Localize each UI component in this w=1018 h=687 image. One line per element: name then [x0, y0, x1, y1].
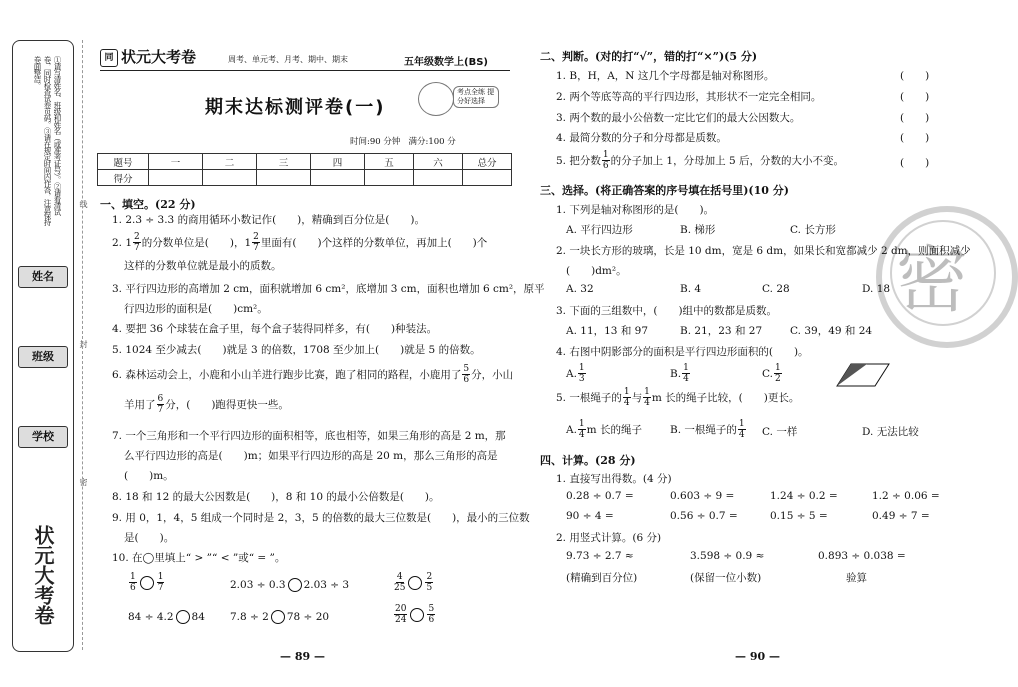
choice-1-option-a[interactable]: A. 平行四边形	[566, 224, 633, 236]
score-table	[97, 153, 512, 186]
fraction	[602, 150, 610, 171]
page-number-right: — 90 —	[735, 650, 780, 663]
fraction	[643, 387, 651, 408]
judge-answer-paren[interactable]: ( )	[900, 70, 930, 82]
fraction	[157, 394, 165, 415]
answer-circle[interactable]	[271, 610, 285, 624]
choice-4: 4. 右图中阴影部分的面积是平行四边形面积的( )。	[556, 346, 809, 358]
fraction-denominator: 7	[253, 243, 259, 253]
fraction-numerator: 1	[738, 419, 745, 429]
fraction-denominator: 4	[578, 430, 585, 440]
choice-3-option-a[interactable]: A. 11，13 和 97	[566, 325, 649, 337]
q2-text: 里面有( )个这样的分数单位，再加上( )个	[260, 237, 488, 249]
question-3-cont: 行四边形的面积是( )cm²。	[124, 303, 268, 315]
fraction-numerator: 1	[775, 363, 781, 373]
fraction	[394, 572, 405, 593]
vertical-calc-item[interactable]: 0.893 ÷ 0.038 =	[818, 550, 906, 562]
fraction	[427, 604, 435, 625]
q6-text: 分，小山	[471, 369, 514, 381]
option-label: A.	[566, 423, 577, 436]
fraction-numerator: 5	[428, 604, 435, 614]
choice-4-option-c[interactable]	[762, 363, 783, 384]
fraction-denominator: 7	[134, 243, 140, 253]
choice5-text: 与	[631, 392, 643, 404]
mascot-note: 考点全练 提分好选择	[453, 86, 499, 108]
score-input-cell[interactable]	[149, 170, 203, 186]
fraction	[133, 232, 141, 253]
exam-full-score: 满分:100 分	[408, 137, 456, 147]
fraction-denominator: 6	[130, 583, 136, 593]
fraction-numerator: 1	[130, 572, 136, 582]
calc-item[interactable]: 1.2 ÷ 0.06 =	[872, 490, 940, 502]
option-label: B.	[670, 367, 682, 380]
vertical-calc-note: (保留一位小数)	[690, 572, 762, 584]
table-cell: 二	[203, 154, 257, 170]
calc-item[interactable]: 0.28 ÷ 0.7 =	[566, 490, 634, 502]
table-cell: 五	[365, 154, 414, 170]
fraction-denominator: 6	[602, 161, 609, 171]
fraction-denominator: 7	[157, 405, 164, 415]
score-input-cell[interactable]	[414, 170, 463, 186]
cut-mark-line: 线	[79, 200, 88, 208]
option-label: C.	[762, 367, 773, 380]
judge-4: 4. 最简分数的分子和分母都是质数。	[556, 132, 727, 144]
fraction-numerator: 5	[463, 364, 470, 374]
question-2	[112, 232, 487, 253]
judge-3: 3. 两个数的最小公倍数一定比它们的最大公因数大。	[556, 112, 801, 124]
fraction-numerator: 1	[644, 387, 650, 397]
choice-5-option-c[interactable]: C. 一样	[762, 426, 798, 438]
question-2-cont: 这样的分数单位就是最小的质数。	[124, 260, 282, 272]
table-cell: 得分	[98, 170, 149, 186]
choice5-text: m 长的绳子比较，( )更长。	[651, 392, 800, 404]
fraction-denominator: 2	[775, 374, 781, 384]
calc-item[interactable]: 0.603 ÷ 9 =	[670, 490, 735, 502]
question-9-cont: 是( )。	[124, 532, 175, 544]
header-divider	[100, 70, 510, 71]
vertical-calc-note: (精确到百分位)	[566, 572, 638, 584]
question-7-cont2: ( )m。	[124, 470, 174, 482]
calc-item[interactable]: 90 ÷ 4 =	[566, 510, 614, 522]
compare-item-2	[230, 578, 349, 592]
fraction	[394, 604, 407, 625]
judge-answer-paren[interactable]: ( )	[900, 112, 930, 124]
fraction-numerator: 2	[426, 572, 433, 582]
fraction	[157, 572, 165, 593]
q2-text: 2. 1	[112, 236, 133, 249]
logo-box-icon: 同	[100, 49, 118, 67]
compare-item-3	[393, 572, 434, 593]
section-judge: 二、判断。(对的打“√”，错的打“×”)(5 分)	[540, 50, 758, 63]
cut-mark-secret: 密	[79, 478, 88, 486]
option-text: B. 一根绳子的	[670, 424, 737, 436]
table-cell: 题号	[98, 154, 149, 170]
question-6-cont	[124, 394, 289, 415]
answer-circle[interactable]	[176, 610, 190, 624]
fraction	[129, 572, 137, 593]
choice-5	[556, 387, 799, 408]
judge-1: 1. B，H，A，N 这几个字母都是轴对称图形。	[556, 70, 775, 82]
fraction	[738, 419, 746, 440]
calc-vertical-heading: 2. 用竖式计算。(6 分)	[556, 532, 662, 544]
judge-answer-paren[interactable]: ( )	[900, 132, 930, 144]
choice-2-option-a[interactable]: A. 32	[566, 283, 594, 295]
choice-5-option-b[interactable]	[670, 419, 747, 440]
brand-logo	[100, 46, 196, 67]
judge-answer-paren[interactable]: ( )	[900, 91, 930, 103]
score-input-cell[interactable]	[365, 170, 414, 186]
choice-1-option-c[interactable]: C. 长方形	[790, 224, 836, 236]
fraction-numerator: 4	[396, 572, 403, 582]
choice-3-option-c[interactable]: C. 39，49 和 24	[790, 325, 873, 337]
expression: 2.03 ÷ 0.3	[230, 579, 286, 591]
calc-item[interactable]: 0.49 ÷ 7 =	[872, 510, 930, 522]
choice-3: 3. 下面的三组数中，( )组中的数都是质数。	[556, 305, 778, 317]
fraction	[774, 363, 782, 384]
fraction-denominator: 7	[157, 583, 164, 593]
vertical-calc-item[interactable]: 9.73 ÷ 2.7 ≈	[566, 550, 634, 562]
choice-4-option-b[interactable]	[670, 363, 691, 384]
exam-time: 时间:90 分钟	[350, 137, 401, 147]
compare-item-5	[230, 610, 329, 624]
expression: 2.03 ÷ 3	[303, 579, 350, 591]
q6-text: 6. 森林运动会上，小鹿和小山羊进行跑步比赛，跑了相同的路程，小鹿用了	[112, 369, 462, 381]
choice-3-option-b[interactable]: B. 21，23 和 27	[680, 325, 763, 337]
score-table-header-row	[98, 154, 512, 170]
fraction-numerator: 1	[157, 572, 164, 582]
cut-mark-seal: 封	[79, 340, 88, 348]
question-1: 1. 2.3 ÷ 3.3 的商用循环小数记作( )，精确到百分位是( )。	[112, 214, 425, 226]
calc-item[interactable]: 0.56 ÷ 0.7 =	[670, 510, 738, 522]
score-input-cell[interactable]	[203, 170, 257, 186]
question-3: 3. 平行四边形的高增加 2 cm，面积就增加 6 cm²，底增加 3 cm，面积也增加 6 cm²，原平	[112, 283, 545, 295]
expression: 78 ÷ 20	[286, 611, 330, 623]
calc-item[interactable]: 0.15 ÷ 5 =	[770, 510, 828, 522]
question-4: 4. 要把 36 个球装在盒子里，每个盒子装得同样多，有( )种装法。	[112, 323, 438, 335]
parallelogram-figure	[835, 362, 891, 388]
fraction-denominator: 4	[683, 374, 689, 384]
section-calc: 四、计算。(28 分)	[540, 454, 636, 467]
fraction	[252, 232, 260, 253]
score-table-score-row	[98, 170, 512, 186]
brand-name: 状元大考卷	[121, 48, 197, 66]
sidebar-logo: 状元大考卷	[31, 525, 55, 625]
compare-item-4	[128, 610, 205, 624]
fraction-denominator: 25	[394, 583, 406, 593]
calc-direct-heading: 1. 直接写出得数。(4 分)	[556, 473, 672, 485]
choice-5-option-a[interactable]	[566, 419, 642, 440]
q6-text: 羊用了	[124, 399, 156, 411]
fraction-denominator: 24	[395, 615, 407, 625]
fraction-numerator: 2	[134, 232, 140, 242]
table-cell: 三	[257, 154, 311, 170]
school-field-label[interactable]: 学校	[18, 426, 68, 448]
judge-answer-paren[interactable]: ( )	[900, 157, 930, 169]
score-input-cell[interactable]	[463, 170, 512, 186]
question-7: 7. 一个三角形和一个平行四边形的面积相等，底也相等，如果三角形的高是 2 m，那	[112, 430, 506, 442]
table-cell: 四	[311, 154, 365, 170]
fraction	[578, 363, 586, 384]
judge-5	[556, 150, 844, 171]
question-10: 10. 在◯里填上“ > ”“ < ”或“ = ”。	[112, 552, 286, 564]
calc-item[interactable]: 1.24 ÷ 0.2 =	[770, 490, 838, 502]
q2-text: 的分数单位是( )，1	[141, 237, 252, 249]
fraction-denominator: 4	[738, 430, 745, 440]
option-text: m 长的绳子	[586, 424, 642, 436]
table-cell: 总分	[463, 154, 512, 170]
name-field-label[interactable]: 姓名	[18, 266, 68, 288]
answer-circle[interactable]	[408, 576, 422, 590]
question-6	[112, 364, 513, 385]
answer-circle[interactable]	[140, 576, 154, 590]
compare-item-6	[393, 604, 436, 625]
exam-meta	[350, 135, 456, 147]
cut-line	[82, 40, 83, 650]
fraction-denominator: 4	[623, 398, 630, 408]
answer-circle[interactable]	[288, 578, 302, 592]
exam-type-tags: 周考、单元考、月考、期中、期末	[228, 55, 348, 64]
score-input-cell[interactable]	[257, 170, 311, 186]
section-choice: 三、选择。(将正确答案的序号填在括号里)(10 分)	[540, 184, 789, 197]
fraction	[578, 419, 586, 440]
question-8: 8. 18 和 12 的最大公因数是( )，8 和 10 的最小公倍数是( )。	[112, 491, 440, 503]
fraction-numerator: 1	[602, 150, 609, 160]
fraction-numerator: 2	[253, 232, 259, 242]
expression: 84	[191, 611, 205, 623]
expression: 84 ÷ 4.2	[128, 611, 174, 623]
page-number-left: — 89 —	[280, 650, 325, 663]
question-5: 5. 1024 至少减去( )就是 3 的倍数，1708 至少加上( )就是 5 的倍数。	[112, 344, 481, 356]
question-7-cont: 么平行四边形的高是( )m；如果平行四边形的高是 20 m，那么三角形的高是	[124, 450, 498, 462]
fraction	[682, 363, 690, 384]
answer-circle[interactable]	[410, 608, 424, 622]
choice-1: 1. 下列是轴对称图形的是( )。	[556, 204, 715, 216]
choice-2: 2. 一块长方形的玻璃，长是 10 dm，宽是 6 dm，如果长和宽都减少 2 dm，则面积减少	[556, 245, 971, 257]
compare-item-1	[128, 572, 165, 593]
choice-2-cont: ( )dm²。	[566, 265, 627, 277]
table-cell: 一	[149, 154, 203, 170]
fraction-numerator: 20	[395, 604, 407, 614]
choice-4-option-a[interactable]	[566, 363, 587, 384]
fraction-numerator: 6	[157, 394, 164, 404]
exam-title: 期末达标测评卷(一)	[205, 97, 386, 118]
fraction-denominator: 6	[463, 375, 470, 385]
judge5-text: 的分子加上 1，分母加上 5 后，分数的大小不变。	[610, 155, 844, 167]
choice5-text: 5. 一根绳子的	[556, 392, 622, 404]
vertical-calc-item[interactable]: 3.598 ÷ 0.9 ≈	[690, 550, 765, 562]
choice-2-option-b[interactable]: B. 4	[680, 283, 702, 295]
score-input-cell[interactable]	[311, 170, 365, 186]
fraction	[462, 364, 470, 385]
choice-1-option-b[interactable]: B. 梯形	[680, 224, 716, 236]
fraction-numerator: 1	[623, 387, 630, 397]
fraction	[623, 387, 631, 408]
fraction-numerator: 1	[578, 363, 585, 373]
judge-2: 2. 两个等底等高的平行四边形，其形状不一定完全相同。	[556, 91, 822, 103]
q6-text: 分，( )跑得更快一些。	[165, 399, 289, 411]
fraction-denominator: 3	[578, 374, 585, 384]
class-field-label[interactable]: 班级	[18, 346, 68, 368]
fraction-denominator: 5	[426, 583, 433, 593]
judge5-text: 5. 把分数	[556, 155, 601, 167]
choice-2-option-d[interactable]: D. 18	[862, 283, 891, 295]
fraction-numerator: 1	[683, 363, 689, 373]
section-fill-blank: 一、填空。(22 分)	[100, 198, 196, 211]
fraction-denominator: 6	[428, 615, 435, 625]
fraction-denominator: 4	[644, 398, 650, 408]
expression: 7.8 ÷ 2	[230, 611, 269, 623]
option-label: A.	[566, 367, 577, 380]
table-cell: 六	[414, 154, 463, 170]
fraction-numerator: 1	[578, 419, 585, 429]
mascot-icon	[418, 82, 454, 116]
choice-2-option-c[interactable]: C. 28	[762, 283, 790, 295]
vertical-calc-note: 验算	[846, 572, 867, 584]
question-9: 9. 用 0，1，4，5 组成一个同时是 2，3，5 的倍数的最大三位数是( )，最小的三位数	[112, 512, 530, 524]
exam-instructions: ①请写清姓名、班级和姓名（或准考证号）。②请看清试卷，同时检查试卷页码。③请在规定时间内作答，注意保持卷面整洁。	[33, 56, 62, 225]
fraction	[425, 572, 433, 593]
seal-stamp-char: 密	[896, 238, 969, 322]
choice-5-option-d[interactable]: D. 无法比较	[862, 426, 919, 438]
grade-label: 五年级数学上(BS)	[404, 57, 488, 68]
